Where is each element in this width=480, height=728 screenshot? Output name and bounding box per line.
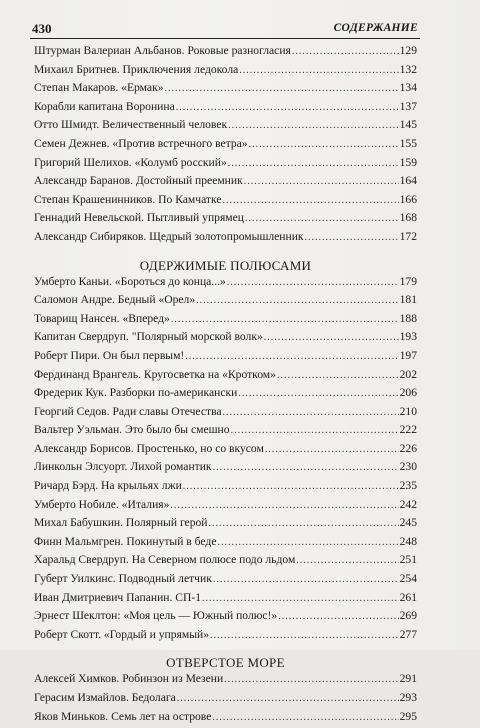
dot-leader (210, 630, 399, 641)
entry-page-number: 206 (399, 386, 417, 400)
entry-title: Михаил Бритнев. Приключения ледокола (34, 62, 239, 76)
toc-entry (34, 330, 417, 349)
dot-leader (265, 444, 399, 455)
entry-page-number: 293 (399, 691, 417, 704)
entry-page-number: 172 (399, 229, 417, 243)
entry-title: Саломон Андре. Бедный «Орел» (34, 293, 196, 307)
entry-title: Корабли капитана Воронина (34, 99, 175, 113)
toc-entry (34, 81, 417, 100)
entry-page-number: 132 (399, 62, 417, 76)
dot-leader (185, 351, 398, 362)
dot-leader (196, 295, 398, 306)
toc-entry (34, 156, 417, 175)
entry-page-number: 168 (399, 211, 417, 225)
entry-page-number: 254 (399, 572, 417, 586)
entry-page-number: 202 (399, 367, 417, 381)
dot-leader (224, 674, 398, 685)
entry-page-number: 277 (399, 627, 417, 641)
toc-entry (34, 591, 417, 610)
dot-leader (223, 195, 399, 206)
entry-page-number: 181 (399, 293, 417, 307)
entry-title: Линкольн Элсуорт. Лихой романтик (34, 460, 212, 474)
toc-entry (34, 442, 417, 461)
entry-title: Алексей Химков. Робинзон из Мезени (34, 672, 224, 686)
entry-title: Умберто Нобиле. «Италия» (34, 497, 170, 511)
toc-entry (34, 211, 417, 230)
entry-title: Михал Бабушкин. Полярный герой (34, 516, 208, 530)
toc-entry (34, 193, 417, 212)
entry-title: Умберто Каньи. «Бороться до конца...» (34, 274, 226, 288)
dot-leader (278, 611, 398, 622)
entry-page-number: 261 (399, 590, 417, 604)
dot-leader (231, 425, 399, 436)
toc-entry (34, 174, 417, 193)
entry-page-number: 245 (399, 516, 417, 530)
entry-title: Эрнест Шеклтон: «Моя цель — Южный полюс!» (34, 609, 278, 623)
entry-title: Губерт Уилкинс. Подводный летчик (34, 572, 212, 586)
dot-leader (165, 83, 399, 94)
entry-title: Семен Дежнев. «Против встречного ветра» (34, 136, 248, 150)
entry-page-number: 155 (399, 136, 417, 150)
dot-leader (202, 593, 399, 604)
toc-entry (34, 275, 417, 294)
toc-entry (34, 572, 417, 591)
dot-leader (228, 158, 399, 169)
toc-entry (34, 118, 417, 137)
toc-entry (34, 628, 417, 647)
dot-leader (170, 500, 398, 511)
entry-title: Иван Дмитриевич Папанин. СП-1 (34, 590, 202, 604)
entry-title: Фердинанд Врангель. Кругосветка на «Кротком» (34, 367, 276, 381)
page-header (30, 20, 420, 39)
table-of-contents (34, 44, 417, 728)
toc-entry (34, 479, 417, 498)
entry-page-number: 251 (399, 553, 417, 567)
dot-leader (217, 537, 398, 548)
entry-page-number: 188 (399, 311, 417, 325)
entry-page-number: 235 (399, 479, 417, 493)
toc-entry (34, 293, 417, 312)
dot-leader (239, 65, 398, 76)
dot-leader (264, 332, 399, 343)
toc-entry (34, 100, 417, 119)
entry-title: Харальд Свердруп. На Северном полюсе подо льдом (34, 553, 296, 567)
dot-leader (245, 213, 399, 224)
entry-title: Степан Макаров. «Ермак» (34, 81, 164, 95)
entry-page-number: 269 (399, 609, 417, 623)
entry-title: Штурман Валериан Альбанов. Роковые разногласия (34, 44, 291, 57)
running-title: СОДЕРЖАНИЕ (333, 22, 418, 34)
entry-page-number: 134 (399, 81, 417, 95)
entry-page-number: 166 (399, 192, 417, 206)
entry-title: Вальтер Уэльман. Это было бы смешно (34, 423, 230, 437)
entry-page-number: 193 (399, 330, 417, 344)
toc-entry (34, 553, 417, 572)
dot-leader (209, 518, 399, 529)
dot-leader (238, 388, 398, 399)
toc-entry (34, 498, 417, 517)
entry-page-number: 222 (399, 423, 417, 437)
dot-leader (249, 139, 399, 150)
entry-page-number: 159 (399, 155, 417, 169)
entry-title: Роберт Скотт. «Гордый и упрямый» (34, 627, 210, 641)
dot-leader (183, 481, 399, 492)
entry-page-number: 137 (399, 99, 417, 113)
toc-entry (34, 423, 417, 442)
toc-entry (34, 535, 417, 554)
entry-title: Герасим Измайлов. Бедолага (34, 691, 176, 704)
page-number: 430 (32, 21, 52, 36)
toc-entry (34, 460, 417, 479)
toc-entry (34, 230, 417, 249)
dot-leader (228, 120, 398, 131)
dot-leader (213, 574, 399, 585)
dot-leader (244, 176, 399, 187)
entry-title: Ричард Бэрд. На крыльях лжи (34, 479, 182, 493)
entry-title: Отто Шмидт. Величественный человек (34, 118, 228, 132)
entry-title: Яков Миньков. Семь лет на острове (34, 709, 212, 723)
dot-leader (305, 232, 399, 243)
dot-leader (176, 102, 399, 113)
entry-title: Финн Мальмгрен. Покинутый в беде (34, 534, 217, 548)
dot-leader (277, 370, 399, 381)
entry-page-number: 248 (399, 534, 417, 548)
entry-title: Александр Борисов. Простенько, но со вкусом (34, 441, 264, 455)
toc-entry (34, 63, 417, 82)
entry-page-number: 197 (399, 348, 417, 362)
toc-entry (34, 312, 417, 331)
toc-entry (34, 44, 417, 63)
entry-title: Георгий Седов. Ради славы Отечества (34, 404, 222, 418)
dot-leader (227, 277, 399, 288)
entry-page-number: 242 (399, 497, 417, 511)
toc-entry (34, 516, 417, 535)
toc-entry (34, 368, 417, 387)
entry-title: Роберт Пири. Он был первым! (34, 348, 185, 362)
toc-entry (34, 691, 417, 710)
dot-leader (177, 693, 399, 704)
toc-entry (34, 710, 417, 728)
dot-leader (171, 314, 399, 325)
dot-leader (223, 407, 399, 418)
toc-entry (34, 609, 417, 628)
entry-title: Фредерик Кук. Разборки по-американски (34, 386, 238, 400)
section-heading: ОДЕРЖИМЫЕ ПОЛЮСАМИ (139, 257, 312, 273)
entry-page-number: 295 (399, 709, 417, 723)
toc-entry (34, 349, 417, 368)
entry-page-number: 210 (399, 404, 417, 418)
entry-page-number: 179 (399, 274, 417, 288)
entry-title: Александр Сибиряков. Щедрый золотопромышленник (34, 229, 304, 243)
entry-page-number: 230 (399, 460, 417, 474)
entry-page-number: 226 (399, 441, 417, 455)
toc-entry (34, 405, 417, 424)
dot-leader (213, 462, 399, 473)
entry-page-number: 145 (399, 118, 417, 132)
entry-page-number: 129 (399, 44, 417, 57)
dot-leader (292, 46, 399, 57)
toc-entry (34, 137, 417, 156)
dot-leader (296, 555, 398, 566)
dot-leader (212, 712, 398, 723)
entry-title: Капитан Свердруп. "Полярный морской волк» (34, 330, 263, 344)
entry-title: Степан Крашенинников. По Камчатке (34, 192, 222, 206)
entry-title: Александр Баранов. Достойный преемник (34, 174, 243, 188)
entry-page-number: 291 (399, 672, 417, 686)
entry-title: Товарищ Нансен. «Вперед» (34, 311, 170, 325)
toc-entry (34, 386, 417, 405)
toc-entry (34, 672, 417, 691)
section-heading: ОТВЕРСТОЕ МОРЕ (166, 655, 285, 671)
entry-title: Геннадий Невельской. Пытливый упрямец (34, 211, 244, 225)
entry-title: Григорий Шелихов. «Колумб росский» (34, 155, 227, 169)
entry-page-number: 164 (399, 174, 417, 188)
